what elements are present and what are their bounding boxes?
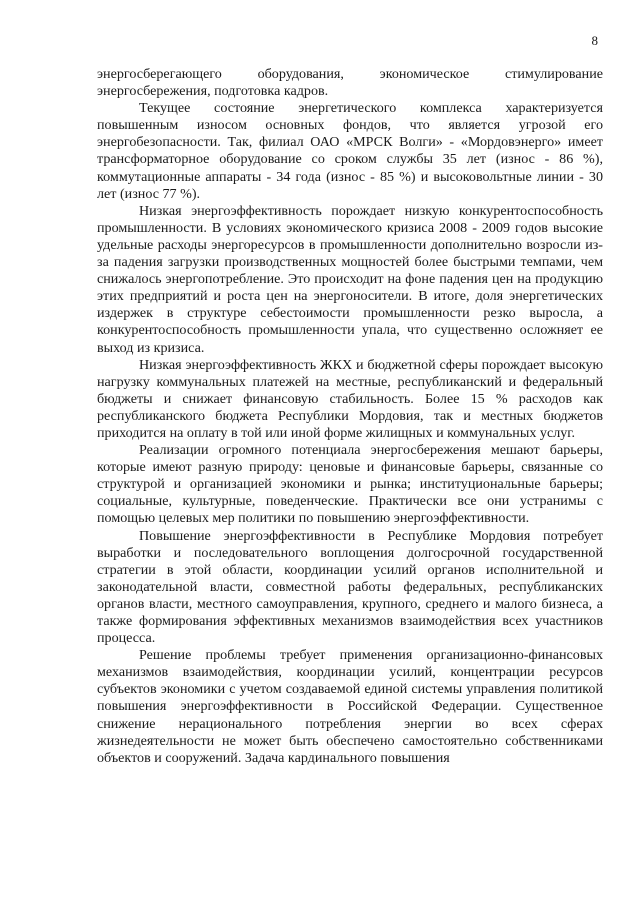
paragraph-industry-competitiveness: Низкая энергоэффективность порождает низкую конкурентоспособность промышленности. В условиях экономического кризиса 2008 - 2009 годов высокие удельные расходы энергоресурсов в промышленности дополнительно возросли из-за падения загрузки производственных мощностей более быстрыми темпами, чем снижалось энергопотребление. Это происходит на фоне падения цен на продукцию этих предприятий и роста цен на энергоносители. В итоге, доля энергетических издержек в структуре себестоимости промышленности резко выросла, а конкурентоспособность промышленности упала, что существенно осложняет ее выход из кризиса. (97, 202, 603, 356)
paragraph-continuation: энергосберегающего оборудования, экономическое стимулирование энергосбережения, подготовка кадров. (97, 66, 603, 100)
paragraph-state-strategy: Повышение энергоэффективности в Республике Мордовия потребует выработки и последовательного воплощения долгосрочной государственной стратегии в этой области, координации усилий органов исполнительной и законодательной власти, совместной работы федеральных, республиканских органов власти, местного самоуправления, крупного, среднего и малого бизнеса, а также формирования эффективных механизмов взаимодействия всех участников процесса. (97, 527, 603, 647)
page-number: 8 (591, 33, 598, 48)
paragraph-solution-mechanisms: Решение проблемы требует применения организационно-финансовых механизмов взаимодействия, координации усилий, концентрации ресурсов субъектов экономики с учетом создаваемой единой системы управления политикой повышения энергоэффективности в Российской Федерации. Существенное снижение нерационального потребления энергии во всех сферах жизнедеятельности не может быть обеспечено самостоятельно собственниками объектов и сооружений. Задача кардинального повышения (97, 647, 603, 766)
paragraph-housing-budget-sector: Низкая энергоэффективность ЖКХ и бюджетной сферы порождает высокую нагрузку коммунальных платежей на местные, республиканский и федеральный бюджеты и снижает финансовую стабильность. Более 15 % расходов как республиканского бюджета Республики Мордовия, так и местных бюджетов приходится на оплату в той или иной форме жилищных и коммунальных услуг. (97, 356, 603, 441)
body-text (97, 66, 603, 767)
paragraph-barriers: Реализации огромного потенциала энергосбережения мешают барьеры, которые имеют разную природу: ценовые и финансовые барьеры, связанные со структурой и организацией экономики и рынка; институциональные барьеры; социальные, культурные, поведенческие. Практически все они устранимы с помощью целевых мер политики по повышению энергоэффективности. (97, 442, 603, 527)
paragraph-energy-complex-state: Текущее состояние энергетического комплекса характеризуется повышенным износом основных фондов, что является угрозой его энергобезопасности. Так, филиал ОАО «МРСК Волги» - «Мордовэнерго» имеет трансформаторное оборудование со сроком службы 35 лет (износ - 86 %), коммутационные аппараты - 34 года (износ - 85 %) и высоковольтные линии - 30 лет (износ 77 %). (97, 100, 603, 202)
